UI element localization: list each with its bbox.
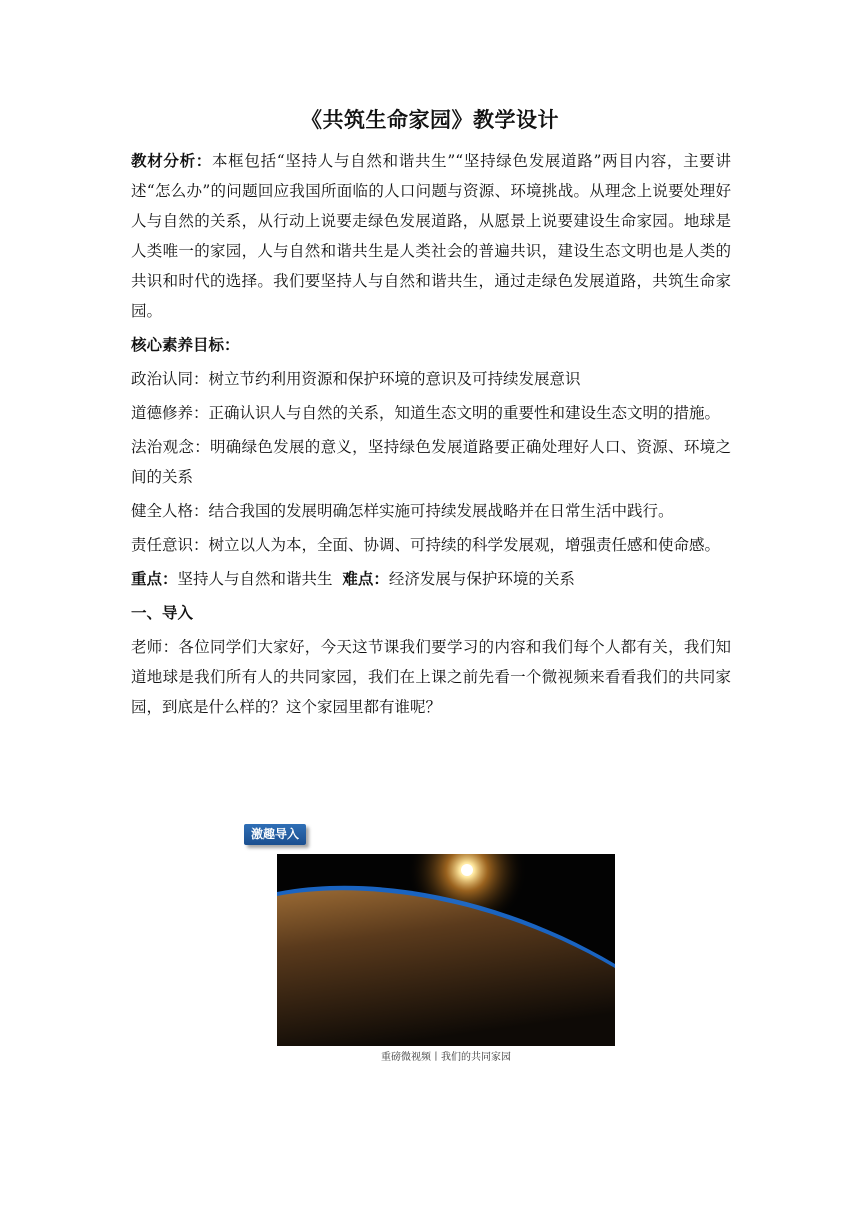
goal-item: 道德修养：正确认识人与自然的关系，知道生态文明的重要性和建设生态文明的措施。 xyxy=(131,404,721,422)
intro-badge: 激趣导入 xyxy=(244,824,306,845)
difficult-text: 经济发展与保护环境的关系 xyxy=(388,570,575,588)
key-points-line xyxy=(131,564,731,594)
teacher-paragraph: 老师：各位同学们大家好，今天这节课我们要学习的内容和我们每个人都有关，我们知道地球是我们所有人的共同家园，我们在上课之前先看一个微视频来看看我们的共同家园，到底是什么样的？这个家园里都有谁呢？ xyxy=(131,638,731,716)
analysis-label: 教材分析： xyxy=(131,152,212,170)
goal-item: 政治认同：树立节约利用资源和保护环境的意识及可持续发展意识 xyxy=(131,370,581,388)
goal-item: 法治观念：明确绿色发展的意义，坚持绿色发展道路要正确处理好人口、资源、环境之间的关系 xyxy=(131,438,731,486)
goals-heading: 核心素养目标： xyxy=(131,336,240,354)
document-title: 《共筑生命家园》教学设计 xyxy=(301,108,559,132)
sun-icon xyxy=(461,864,473,876)
earth-horizon-image xyxy=(277,854,615,1046)
goal-item: 健全人格：结合我国的发展明确怎样实施可持续发展战略并在日常生活中践行。 xyxy=(131,502,674,520)
analysis-text: 本框包括“坚持人与自然和谐共生”“坚持绿色发展道路”两目内容，主要讲述“怎么办”的问题回应我国所面临的人口问题与资源、环境挑战。从理念上说要处理好人与自然的关系，从行动上说要走绿色发展道路，从愿景上说要建设生命家园。地球是人类唯一的家园，人与自然和谐共生是人类社会的普遍共识，建设生态文明也是人类的共识和时代的选择。我们要坚持人与自然和谐共生，通过走绿色发展道路，共筑生命家园。 xyxy=(131,152,731,320)
difficult-label: 难点： xyxy=(342,570,389,588)
key-text: 坚持人与自然和谐共生 xyxy=(177,570,333,588)
document-body xyxy=(131,146,731,726)
analysis-paragraph xyxy=(131,146,731,326)
key-label: 重点： xyxy=(131,570,178,588)
goal-item: 责任意识：树立以人为本，全面、协调、可持续的科学发展观，增强责任感和使命感。 xyxy=(131,536,721,554)
section-heading: 一、导入 xyxy=(131,604,194,622)
earth-video-thumbnail[interactable] xyxy=(277,854,615,1046)
figure-caption: 重磅微视频丨我们的共同家园 xyxy=(381,1052,511,1063)
